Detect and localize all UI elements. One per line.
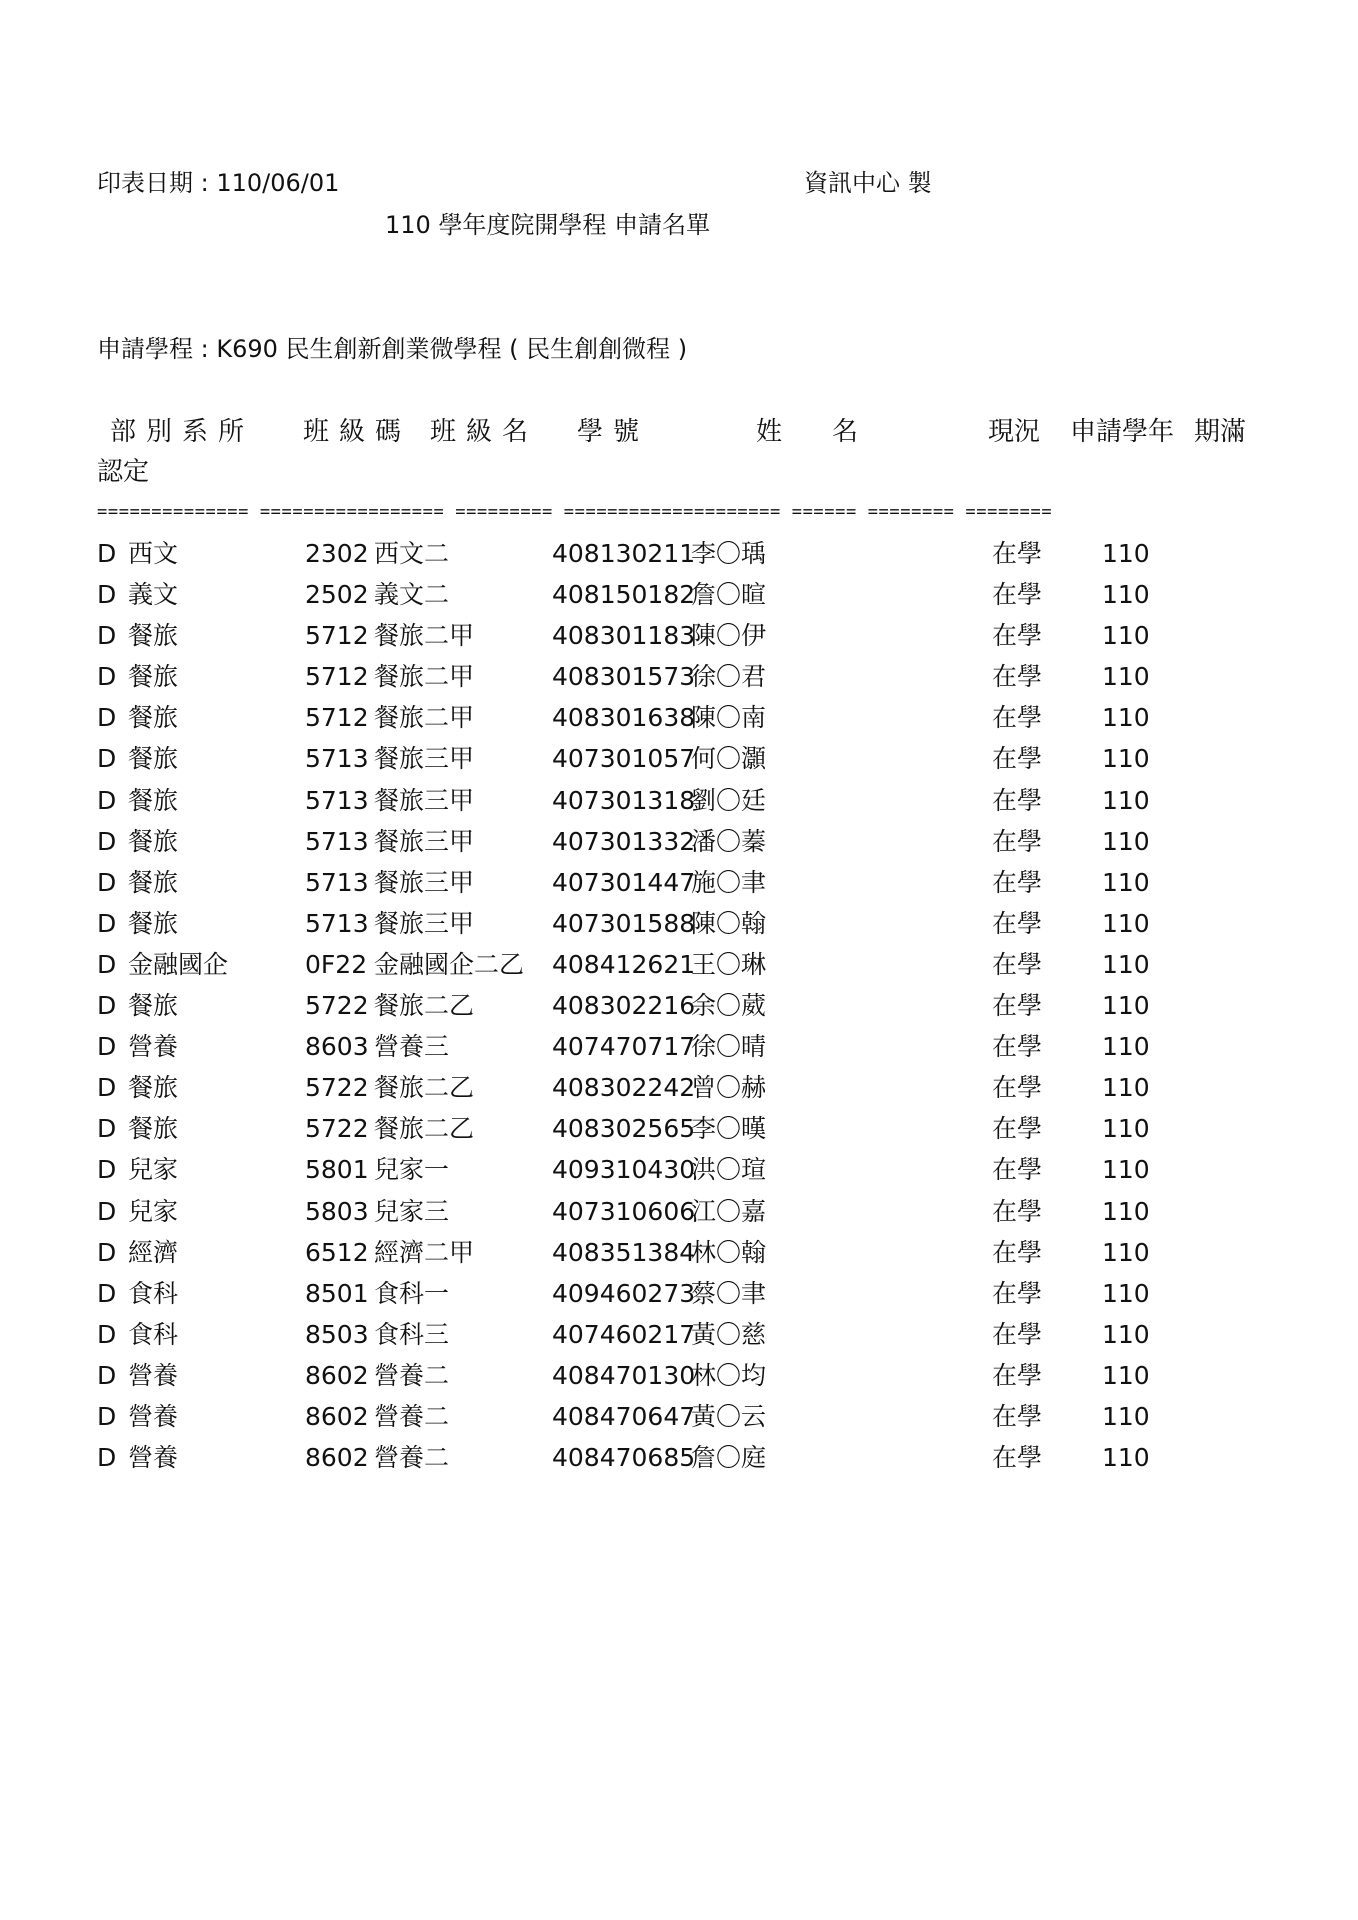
student-name-cell: 李〇暵 <box>691 1114 767 1144</box>
class-code-cell: 5712 <box>305 662 369 692</box>
student-id-cell: 409460273 <box>552 1278 696 1308</box>
table-row <box>0 1442 1358 1483</box>
dept-cell: 營養 <box>128 1360 179 1390</box>
class-name-cell: 兒家一 <box>374 1155 450 1185</box>
student-name-cell: 蔡〇聿 <box>691 1278 767 1308</box>
division-cell: D <box>97 1114 117 1144</box>
class-name-cell: 兒家三 <box>374 1196 450 1226</box>
division-cell: D <box>97 580 117 610</box>
student-name-cell: 王〇琳 <box>691 949 767 979</box>
division-cell: D <box>97 991 117 1021</box>
division-cell: D <box>97 1155 117 1185</box>
status-cell: 在學 <box>992 662 1043 692</box>
student-name-cell: 李〇瑀 <box>691 539 767 568</box>
student-name-cell: 詹〇暄 <box>691 580 767 610</box>
student-name-cell: 林〇翰 <box>691 1237 767 1267</box>
class-name-cell: 餐旅二乙 <box>374 1114 475 1144</box>
apply-year-cell: 110 <box>1102 785 1150 815</box>
program-line: 申請學程 : K690 民生創新創業微學程 ( 民生創創微程 ) <box>97 335 688 363</box>
student-id-cell: 407301318 <box>552 785 696 815</box>
class-code-cell: 5801 <box>305 1155 369 1185</box>
apply-year-cell: 110 <box>1102 539 1150 568</box>
dept-cell: 兒家 <box>128 1155 179 1185</box>
dept-cell: 西文 <box>128 539 179 568</box>
table-row <box>0 1319 1358 1360</box>
apply-year-cell: 110 <box>1102 867 1150 897</box>
class-name-cell: 餐旅三甲 <box>374 826 475 856</box>
dept-cell: 營養 <box>128 1443 179 1473</box>
division-cell: D <box>97 621 117 651</box>
status-cell: 在學 <box>992 1278 1043 1308</box>
student-id-cell: 407470717 <box>552 1032 696 1062</box>
student-name-cell: 黃〇云 <box>691 1401 767 1431</box>
division-cell: D <box>97 1401 117 1431</box>
class-code-cell: 6512 <box>305 1237 369 1267</box>
status-cell: 在學 <box>992 785 1043 815</box>
status-cell: 在學 <box>992 1237 1043 1267</box>
table-row <box>0 661 1358 702</box>
class-code-cell: 8602 <box>305 1401 369 1431</box>
student-id-cell: 407301588 <box>552 908 696 938</box>
student-id-cell: 407301057 <box>552 744 696 774</box>
apply-year-cell: 110 <box>1102 580 1150 610</box>
apply-year-cell: 110 <box>1102 991 1150 1021</box>
class-code-cell: 0F22 <box>305 949 368 979</box>
division-cell: D <box>97 539 117 568</box>
student-id-cell: 408302565 <box>552 1114 696 1144</box>
student-id-cell: 408130211 <box>552 539 696 568</box>
student-id-cell: 408470685 <box>552 1443 696 1473</box>
status-cell: 在學 <box>992 1196 1043 1226</box>
apply-year-cell: 110 <box>1102 1032 1150 1062</box>
division-cell: D <box>97 826 117 856</box>
table-row <box>0 908 1358 949</box>
class-name-cell: 餐旅二甲 <box>374 703 475 733</box>
class-code-cell: 5722 <box>305 1073 369 1103</box>
dept-cell: 餐旅 <box>128 703 179 733</box>
status-cell: 在學 <box>992 1032 1043 1062</box>
column-header-dept: 部別系所 <box>110 417 255 447</box>
class-code-cell: 5713 <box>305 744 369 774</box>
column-header-student-id: 學號 <box>577 417 650 447</box>
dept-cell: 營養 <box>128 1032 179 1062</box>
apply-year-cell: 110 <box>1102 662 1150 692</box>
student-name-cell: 徐〇君 <box>691 662 767 692</box>
status-cell: 在學 <box>992 908 1043 938</box>
class-code-cell: 8501 <box>305 1278 369 1308</box>
column-header-expire: 期滿 <box>1194 417 1247 447</box>
division-cell: D <box>97 1443 117 1473</box>
student-id-cell: 407301332 <box>552 826 696 856</box>
class-code-cell: 2502 <box>305 580 369 610</box>
division-cell: D <box>97 1032 117 1062</box>
apply-year-cell: 110 <box>1102 744 1150 774</box>
class-name-cell: 餐旅二甲 <box>374 662 475 692</box>
apply-year-cell: 110 <box>1102 949 1150 979</box>
division-cell: D <box>97 1073 117 1103</box>
apply-year-cell: 110 <box>1102 1237 1150 1267</box>
student-id-cell: 407301447 <box>552 867 696 897</box>
division-cell: D <box>97 1360 117 1390</box>
division-cell: D <box>97 867 117 897</box>
table-row <box>0 826 1358 867</box>
division-cell: D <box>97 785 117 815</box>
table-row <box>0 579 1358 620</box>
apply-year-cell: 110 <box>1102 1073 1150 1103</box>
student-name-cell: 詹〇庭 <box>691 1443 767 1473</box>
class-name-cell: 金融國企二乙 <box>374 949 525 979</box>
table-row <box>0 1113 1358 1154</box>
class-code-cell: 2302 <box>305 539 369 568</box>
student-id-cell: 408302216 <box>552 991 696 1021</box>
apply-year-cell: 110 <box>1102 1114 1150 1144</box>
class-code-cell: 5713 <box>305 908 369 938</box>
student-name-cell: 曾〇赫 <box>691 1073 767 1103</box>
student-id-cell: 408470130 <box>552 1360 696 1390</box>
dept-cell: 餐旅 <box>128 991 179 1021</box>
division-cell: D <box>97 908 117 938</box>
division-cell: D <box>97 662 117 692</box>
status-cell: 在學 <box>992 1401 1043 1431</box>
class-name-cell: 義文二 <box>374 580 450 610</box>
dept-cell: 餐旅 <box>128 867 179 897</box>
class-code-cell: 5713 <box>305 785 369 815</box>
dept-cell: 兒家 <box>128 1196 179 1226</box>
dept-cell: 餐旅 <box>128 826 179 856</box>
dept-cell: 經濟 <box>128 1237 179 1267</box>
division-cell: D <box>97 744 117 774</box>
student-id-cell: 408301638 <box>552 703 696 733</box>
apply-year-cell: 110 <box>1102 621 1150 651</box>
student-name-cell: 何〇灝 <box>691 744 767 774</box>
status-cell: 在學 <box>992 1073 1043 1103</box>
student-id-cell: 408302242 <box>552 1073 696 1103</box>
class-name-cell: 餐旅二乙 <box>374 1073 475 1103</box>
class-code-cell: 5722 <box>305 1114 369 1144</box>
table-row <box>0 1031 1358 1072</box>
class-name-cell: 餐旅三甲 <box>374 867 475 897</box>
table-row <box>0 1401 1358 1442</box>
applicant-table <box>0 538 1358 1483</box>
print-date: 印表日期 : 110/06/01 <box>97 169 340 197</box>
class-code-cell: 8602 <box>305 1360 369 1390</box>
division-cell: D <box>97 703 117 733</box>
table-row <box>0 620 1358 661</box>
student-name-cell: 余〇葳 <box>691 991 767 1021</box>
dept-cell: 餐旅 <box>128 1073 179 1103</box>
class-name-cell: 食科三 <box>374 1319 450 1349</box>
column-header-class-name: 班級名 <box>430 417 539 447</box>
status-cell: 在學 <box>992 703 1043 733</box>
student-id-cell: 408351384 <box>552 1237 696 1267</box>
table-row <box>0 538 1358 579</box>
class-name-cell: 營養三 <box>374 1032 450 1062</box>
column-header-class-code: 班級碼 <box>303 417 412 447</box>
student-name-cell: 施〇聿 <box>691 867 767 897</box>
apply-year-cell: 110 <box>1102 1443 1150 1473</box>
apply-year-cell: 110 <box>1102 1360 1150 1390</box>
student-name-cell: 劉〇廷 <box>691 785 767 815</box>
status-cell: 在學 <box>992 991 1043 1021</box>
status-cell: 在學 <box>992 744 1043 774</box>
student-name-cell: 江〇嘉 <box>691 1196 767 1226</box>
dept-cell: 餐旅 <box>128 662 179 692</box>
status-cell: 在學 <box>992 621 1043 651</box>
student-name-cell: 陳〇翰 <box>691 908 767 938</box>
division-cell: D <box>97 1278 117 1308</box>
dept-cell: 餐旅 <box>128 621 179 651</box>
table-row <box>0 1072 1358 1113</box>
class-name-cell: 餐旅三甲 <box>374 744 475 774</box>
student-name-cell: 潘〇蓁 <box>691 826 767 856</box>
dept-cell: 食科 <box>128 1278 179 1308</box>
apply-year-cell: 110 <box>1102 826 1150 856</box>
class-code-cell: 5713 <box>305 826 369 856</box>
class-code-cell: 5722 <box>305 991 369 1021</box>
student-name-cell: 林〇均 <box>691 1360 767 1390</box>
class-code-cell: 8603 <box>305 1032 369 1062</box>
student-id-cell: 408301183 <box>552 621 696 651</box>
column-header-status: 現況 <box>988 417 1041 447</box>
table-row <box>0 1237 1358 1278</box>
dept-cell: 金融國企 <box>128 949 229 979</box>
division-cell: D <box>97 1237 117 1267</box>
class-name-cell: 餐旅三甲 <box>374 785 475 815</box>
table-row <box>0 785 1358 826</box>
class-code-cell: 8602 <box>305 1443 369 1473</box>
student-id-cell: 408301573 <box>552 662 696 692</box>
status-cell: 在學 <box>992 1443 1043 1473</box>
table-row <box>0 867 1358 908</box>
class-code-cell: 5712 <box>305 703 369 733</box>
status-cell: 在學 <box>992 826 1043 856</box>
status-cell: 在學 <box>992 580 1043 610</box>
table-row <box>0 949 1358 990</box>
status-cell: 在學 <box>992 1155 1043 1185</box>
student-id-cell: 408412621 <box>552 949 696 979</box>
status-cell: 在學 <box>992 1319 1043 1349</box>
dept-cell: 餐旅 <box>128 1114 179 1144</box>
status-cell: 在學 <box>992 539 1043 568</box>
apply-year-cell: 110 <box>1102 1278 1150 1308</box>
student-name-cell: 洪〇瑄 <box>691 1155 767 1185</box>
student-id-cell: 408150182 <box>552 580 696 610</box>
apply-year-cell: 110 <box>1102 1319 1150 1349</box>
table-row <box>0 1360 1358 1401</box>
table-row <box>0 1196 1358 1237</box>
class-name-cell: 經濟二甲 <box>374 1237 475 1267</box>
table-row <box>0 743 1358 784</box>
producer-label: 資訊中心 製 <box>804 169 932 197</box>
table-row <box>0 702 1358 743</box>
class-name-cell: 餐旅三甲 <box>374 908 475 938</box>
student-id-cell: 407310606 <box>552 1196 696 1226</box>
apply-year-cell: 110 <box>1102 703 1150 733</box>
dept-cell: 餐旅 <box>128 744 179 774</box>
status-cell: 在學 <box>992 949 1043 979</box>
apply-year-cell: 110 <box>1102 908 1150 938</box>
class-code-cell: 8503 <box>305 1319 369 1349</box>
student-name-cell: 陳〇南 <box>691 703 767 733</box>
dept-cell: 營養 <box>128 1401 179 1431</box>
table-row <box>0 1154 1358 1195</box>
student-id-cell: 407460217 <box>552 1319 696 1349</box>
class-code-cell: 5712 <box>305 621 369 651</box>
dept-cell: 食科 <box>128 1319 179 1349</box>
status-cell: 在學 <box>992 867 1043 897</box>
class-name-cell: 營養二 <box>374 1443 450 1473</box>
class-code-cell: 5713 <box>305 867 369 897</box>
class-code-cell: 5803 <box>305 1196 369 1226</box>
class-name-cell: 餐旅二乙 <box>374 991 475 1021</box>
table-row <box>0 990 1358 1031</box>
dept-cell: 義文 <box>128 580 179 610</box>
division-cell: D <box>97 949 117 979</box>
dept-cell: 餐旅 <box>128 785 179 815</box>
apply-year-cell: 110 <box>1102 1196 1150 1226</box>
class-name-cell: 營養二 <box>374 1360 450 1390</box>
student-name-cell: 黃〇慈 <box>691 1319 767 1349</box>
student-id-cell: 409310430 <box>552 1155 696 1185</box>
table-row <box>0 1278 1358 1319</box>
student-id-cell: 408470647 <box>552 1401 696 1431</box>
column-header-apply-year: 申請學年 <box>1070 417 1175 447</box>
status-cell: 在學 <box>992 1360 1043 1390</box>
division-cell: D <box>97 1319 117 1349</box>
column-header-name: 姓名 <box>756 417 909 447</box>
class-name-cell: 營養二 <box>374 1401 450 1431</box>
column-header-expire-continued: 認定 <box>97 457 150 487</box>
class-name-cell: 餐旅二甲 <box>374 621 475 651</box>
header-separator: ============== ================= ========= ==================== ====== ======== ======== <box>97 502 1053 522</box>
apply-year-cell: 110 <box>1102 1401 1150 1431</box>
class-name-cell: 食科一 <box>374 1278 450 1308</box>
student-name-cell: 徐〇晴 <box>691 1032 767 1062</box>
report-title: 110 學年度院開學程 申請名單 <box>385 211 711 239</box>
division-cell: D <box>97 1196 117 1226</box>
class-name-cell: 西文二 <box>374 539 450 568</box>
student-name-cell: 陳〇伊 <box>691 621 767 651</box>
status-cell: 在學 <box>992 1114 1043 1144</box>
apply-year-cell: 110 <box>1102 1155 1150 1185</box>
dept-cell: 餐旅 <box>128 908 179 938</box>
